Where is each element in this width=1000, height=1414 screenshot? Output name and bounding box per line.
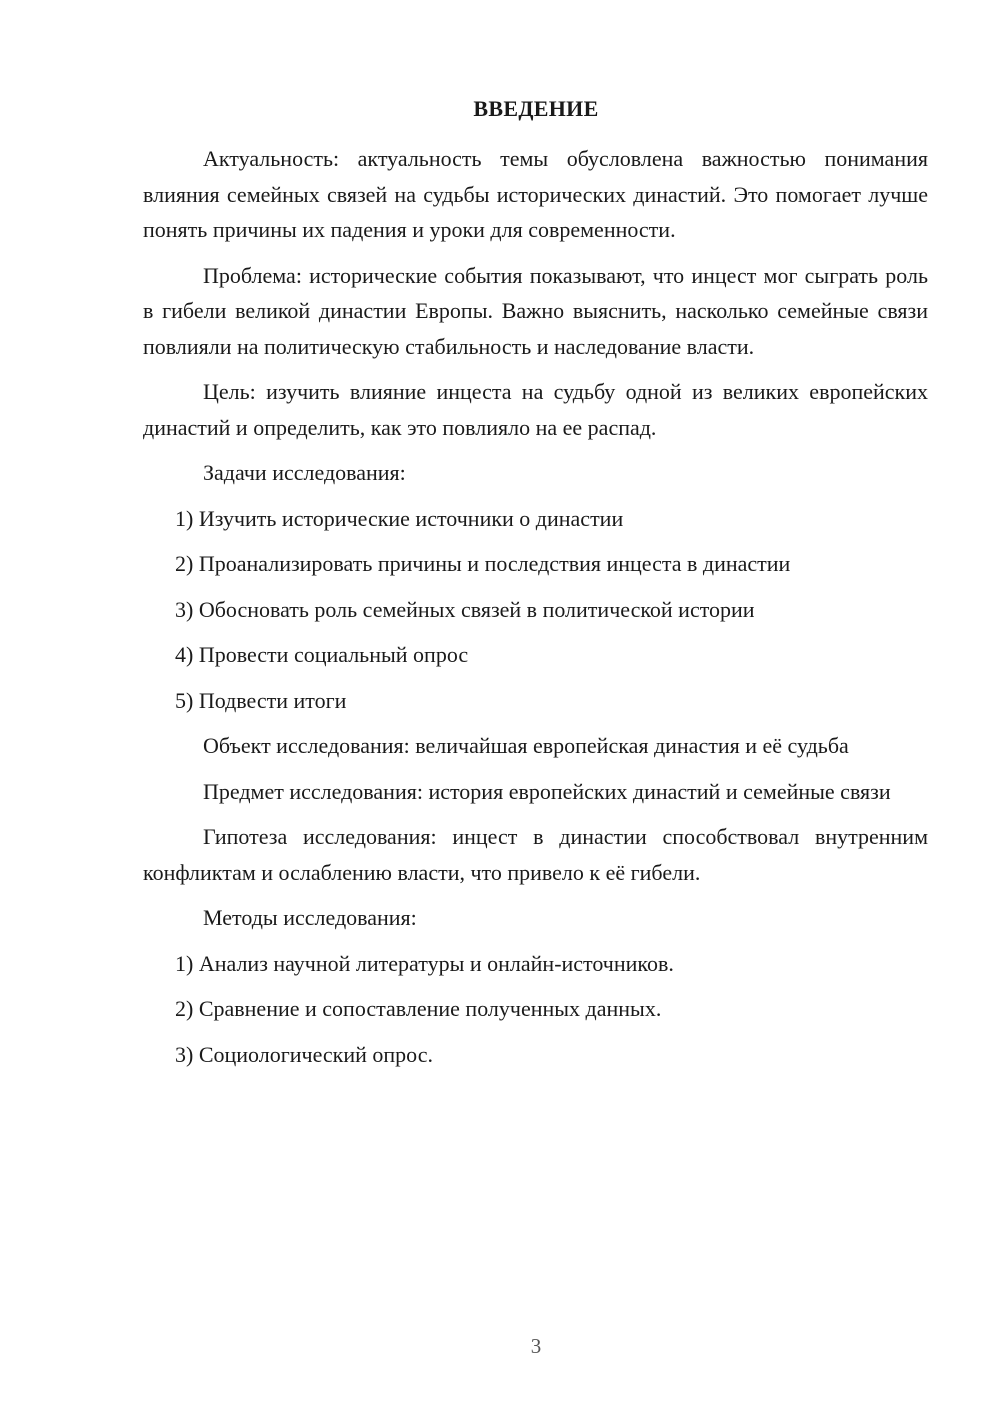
methods-heading: Методы исследования: (203, 905, 417, 930)
tasks-list (143, 501, 928, 719)
page-title: ВВЕДЕНИЕ (473, 96, 599, 121)
list-item: 2) Сравнение и сопоставление полученных данных. (175, 996, 662, 1021)
list-item: 3) Обосновать роль семейных связей в политической истории (175, 596, 755, 622)
page-number: 3 (530, 1334, 542, 1358)
list-item: 3) Социологический опрос. (175, 1041, 433, 1067)
paragraph-object: Объект исследования: величайшая европейская династия и её судьба (203, 733, 849, 758)
list-item: 1) Изучить исторические источники о династии (175, 505, 624, 531)
list-item: 4) Провести социальный опрос (175, 642, 469, 667)
paragraph-goal: Цель: изучить влияние инцеста на судьбу одной из великих европейских династий и определить, как это повлияло на ее распад. (143, 379, 928, 440)
paragraph-relevance: Актуальность: актуальность темы обусловлена важностью понимания влияния семейных связей на судьбы исторических династий. Это помогает лучше понять причины их падения и уроки для современности. (143, 146, 928, 242)
list-item: 2) Проанализировать причины и последствия инцеста в династии (175, 551, 791, 576)
methods-list (143, 946, 928, 1073)
tasks-heading: Задачи исследования: (203, 460, 406, 485)
paragraph-problem: Проблема: исторические события показывают, что инцест мог сыграть роль в гибели великой династии Европы. Важно выяснить, насколько семейные связи повлияли на политическую стабильность и наследование власти. (143, 262, 928, 359)
list-item: 5) Подвести итоги (175, 687, 347, 713)
paragraph-subject: Предмет исследования: история европейских династий и семейные связи (203, 778, 891, 804)
body-text (143, 141, 928, 1082)
list-item: 1) Анализ научной литературы и онлайн-источников. (175, 950, 674, 976)
paragraph-hypothesis: Гипотеза исследования: инцест в династии способствовал внутренним конфликтам и ослаблению власти, что привело к её гибели. (143, 824, 928, 885)
